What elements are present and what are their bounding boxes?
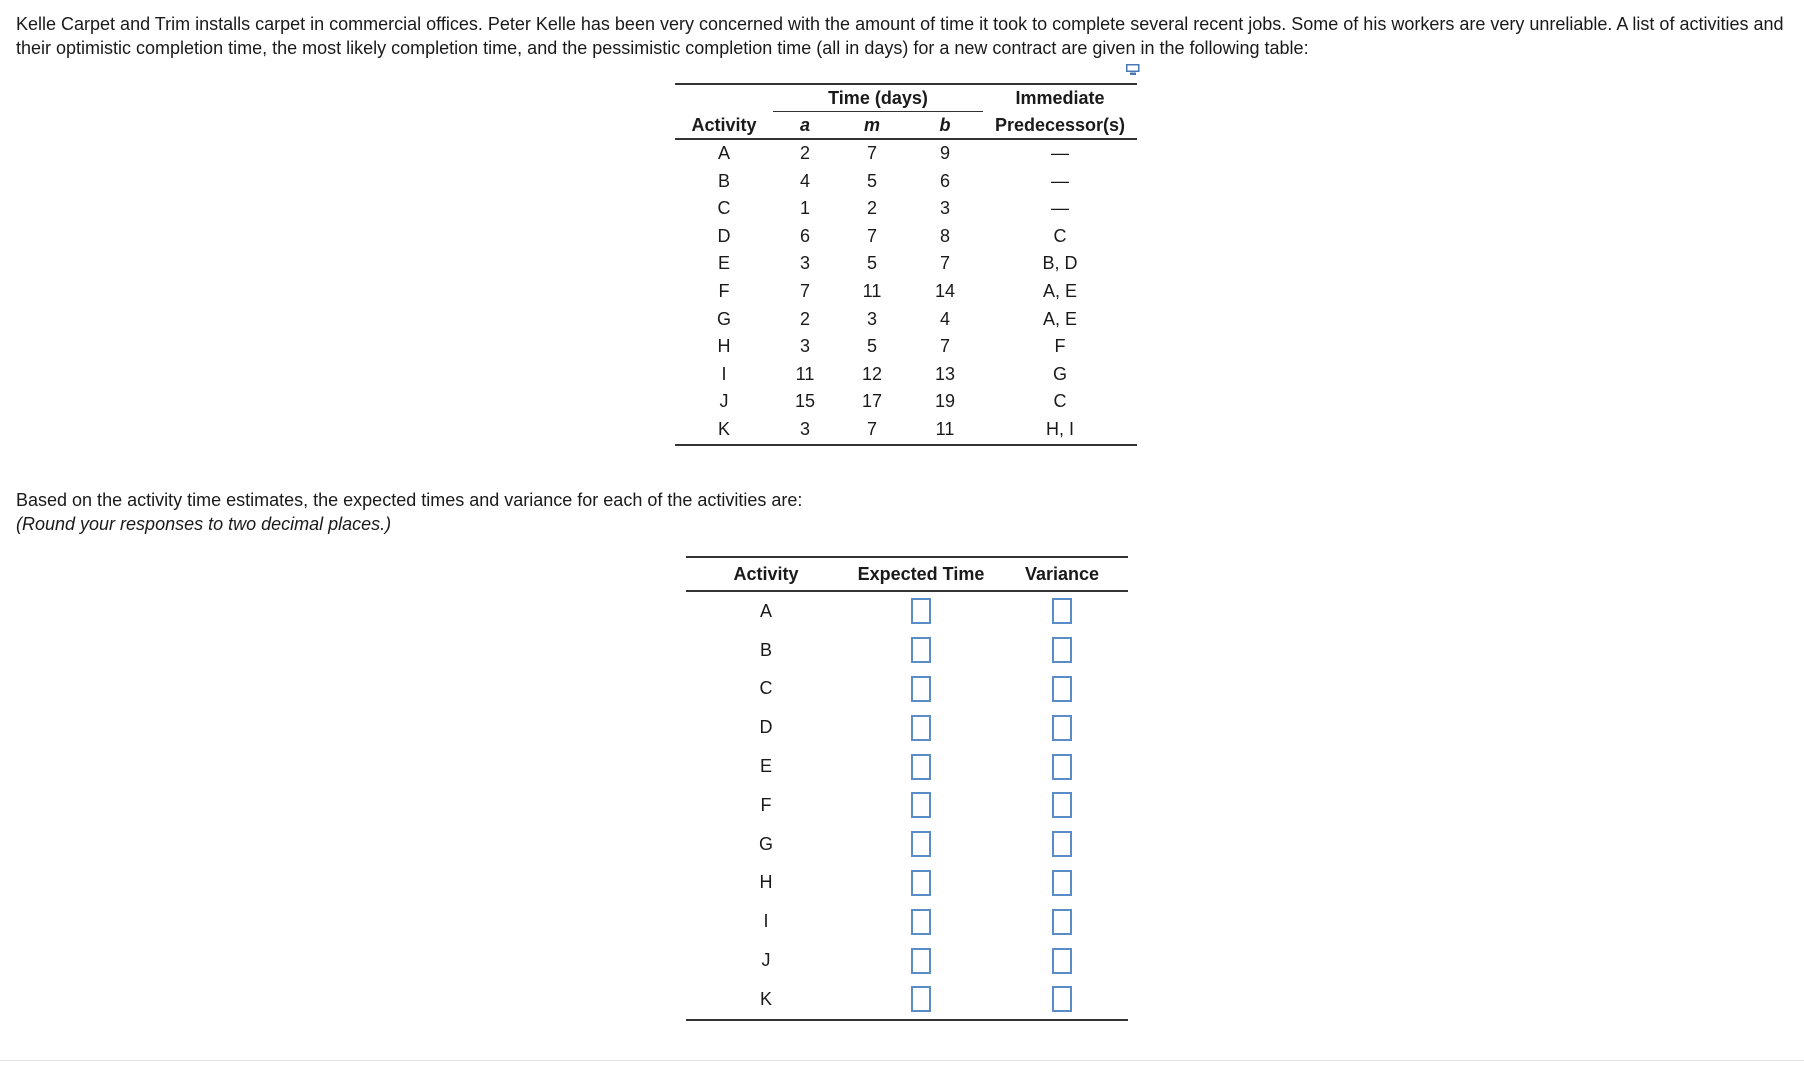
most-likely-cell: 5 xyxy=(866,253,877,274)
optimistic-cell: 11 xyxy=(795,363,815,384)
table-row xyxy=(675,306,1137,334)
variance-input[interactable] xyxy=(1052,715,1072,741)
activity-cell: G xyxy=(758,833,773,854)
predecessor-cell: H, I xyxy=(983,416,1137,445)
copy-data-icon[interactable] xyxy=(1126,64,1140,76)
footer-divider xyxy=(0,1060,1804,1061)
activity-cell: K xyxy=(675,416,773,445)
problem-statement: Kelle Carpet and Trim installs carpet in commercial offices. Peter Kelle has been very concerned with the amount of time it took to complete several recent jobs. Some of his workers are very unreliable. A list of activities and their optimistic completion time, the most likely completion time, and the pessimistic completion time (all in days) for a new contract are given in the following table: xyxy=(16,14,1784,58)
optimistic-cell: 4 xyxy=(799,170,810,191)
expected-time-input[interactable] xyxy=(911,754,931,780)
variance-cell xyxy=(996,825,1128,864)
expected-time-input[interactable] xyxy=(911,676,931,702)
table-row xyxy=(675,223,1137,251)
activity-cell: I xyxy=(763,911,769,932)
variance-cell xyxy=(996,631,1128,670)
most-likely-cell: 2 xyxy=(866,198,877,219)
activity-cell: K xyxy=(686,980,846,1020)
activity-cell: A xyxy=(717,143,730,163)
table-row xyxy=(686,864,1128,903)
activity-time-table xyxy=(675,83,1137,446)
expected-time-input[interactable] xyxy=(911,948,931,974)
variance-cell xyxy=(996,941,1128,980)
activity-cell: C xyxy=(717,198,731,219)
expected-time-input[interactable] xyxy=(911,909,931,935)
activity-cell: H xyxy=(717,336,731,357)
optimistic-cell: 2 xyxy=(799,143,810,163)
expected-time-input[interactable] xyxy=(911,792,931,818)
pessimistic-cell: 3 xyxy=(939,198,950,219)
variance-cell xyxy=(996,902,1128,941)
prompt-text: Based on the activity time estimates, the expected times and variance for each of the activities are: xyxy=(16,490,803,510)
optimistic-cell: 6 xyxy=(799,225,810,246)
activity-cell: E xyxy=(759,756,772,777)
table-row xyxy=(675,416,1137,445)
activity-cell: A xyxy=(759,600,772,621)
activity-cell: F xyxy=(760,794,772,815)
expected-time-cell xyxy=(846,670,996,709)
expected-time-input[interactable] xyxy=(911,598,931,624)
optimistic-cell: 7 xyxy=(799,280,810,301)
pessimistic-cell: 8 xyxy=(939,225,950,246)
pessimistic-cell: 6 xyxy=(939,170,950,191)
table-row xyxy=(675,250,1137,278)
most-likely-cell: 3 xyxy=(866,308,877,329)
activity-header: Activity xyxy=(675,112,773,140)
most-likely-cell: 12 xyxy=(861,363,883,384)
variance-cell xyxy=(996,708,1128,747)
optimistic-cell: 3 xyxy=(773,416,837,445)
pessimistic-cell: 7 xyxy=(939,253,950,274)
expected-time-cell xyxy=(846,708,996,747)
expected-time-input[interactable] xyxy=(911,831,931,857)
pessimistic-cell: 11 xyxy=(907,416,983,445)
optimistic-cell: 3 xyxy=(799,336,810,357)
variance-input[interactable] xyxy=(1052,948,1072,974)
activity-cell: F xyxy=(718,280,730,301)
variance-input[interactable] xyxy=(1052,676,1072,702)
expected-time-cell xyxy=(846,941,996,980)
optimistic-cell: 3 xyxy=(799,253,810,274)
predecessor-cell: B, D xyxy=(1042,253,1078,274)
predecessor-cell: A, E xyxy=(1042,308,1077,329)
optimistic-cell: 2 xyxy=(799,308,810,329)
most-likely-header: m xyxy=(837,112,907,140)
table-row xyxy=(675,361,1137,389)
table-row xyxy=(686,631,1128,670)
pessimistic-cell: 19 xyxy=(934,391,956,412)
predecessor-header-line1: Immediate xyxy=(983,84,1137,112)
expected-time-input[interactable] xyxy=(911,637,931,663)
most-likely-cell: 5 xyxy=(866,170,877,191)
activity-cell: J xyxy=(719,391,729,412)
activity-cell: B xyxy=(759,639,772,660)
variance-input[interactable] xyxy=(1052,598,1072,624)
table-row xyxy=(675,139,1137,168)
table-row xyxy=(675,168,1137,196)
variance-input[interactable] xyxy=(1052,870,1072,896)
optimistic-cell: 1 xyxy=(799,198,810,219)
variance-cell xyxy=(996,786,1128,825)
table-row xyxy=(675,333,1137,361)
predecessor-cell: F xyxy=(1054,336,1066,357)
table-row xyxy=(686,708,1128,747)
expected-time-cell xyxy=(846,864,996,903)
activity-cell: H xyxy=(759,872,773,893)
expected-time-header: Expected Time xyxy=(846,557,996,591)
activity-cell: D xyxy=(717,225,731,246)
table-row xyxy=(686,980,1128,1020)
predecessor-header-line2: Predecessor(s) xyxy=(983,112,1137,140)
variance-input[interactable] xyxy=(1052,986,1072,1012)
pessimistic-cell: 9 xyxy=(939,143,950,163)
most-likely-cell: 5 xyxy=(866,336,877,357)
table-row xyxy=(686,941,1128,980)
pessimistic-cell: 7 xyxy=(939,336,950,357)
instructions xyxy=(16,488,802,536)
table-row xyxy=(686,591,1128,631)
variance-cell xyxy=(996,864,1128,903)
activity-cell: B xyxy=(717,170,730,191)
pessimistic-cell: 4 xyxy=(939,308,950,329)
optimistic-cell: 15 xyxy=(794,391,816,412)
most-likely-cell: 7 xyxy=(866,143,877,163)
predecessor-cell: C xyxy=(1053,225,1067,246)
predecessor-cell: — xyxy=(1051,170,1069,191)
variance-input[interactable] xyxy=(1052,792,1072,818)
table-row xyxy=(686,902,1128,941)
activity-cell: C xyxy=(759,678,773,699)
predecessor-cell: C xyxy=(1053,391,1067,412)
table-row xyxy=(686,786,1128,825)
pessimistic-cell: 14 xyxy=(934,280,956,301)
pessimistic-cell: 13 xyxy=(934,363,956,384)
activity-header: Activity xyxy=(686,557,846,591)
table-row xyxy=(675,195,1137,223)
spacer-cell xyxy=(675,84,773,112)
variance-cell xyxy=(996,591,1128,631)
expected-time-cell xyxy=(846,825,996,864)
activity-cell: E xyxy=(717,253,730,274)
variance-input[interactable] xyxy=(1052,637,1072,663)
pessimistic-header: b xyxy=(907,112,983,140)
expected-time-cell xyxy=(846,980,996,1020)
table-row xyxy=(686,825,1128,864)
variance-cell xyxy=(996,670,1128,709)
most-likely-cell: 7 xyxy=(866,225,877,246)
most-likely-cell: 17 xyxy=(861,391,883,412)
expected-time-cell xyxy=(846,902,996,941)
expected-time-cell xyxy=(846,631,996,670)
activity-cell: D xyxy=(759,717,773,738)
predecessor-cell: A, E xyxy=(1042,280,1077,301)
expected-time-input[interactable] xyxy=(911,715,931,741)
table-row xyxy=(686,747,1128,786)
optimistic-header: a xyxy=(773,112,837,140)
expected-time-cell xyxy=(846,747,996,786)
activity-cell: I xyxy=(721,363,727,384)
rounding-note: (Round your responses to two decimal places.) xyxy=(16,514,392,534)
expected-time-input[interactable] xyxy=(911,870,931,896)
variance-cell xyxy=(996,747,1128,786)
most-likely-cell: 7 xyxy=(837,416,907,445)
predecessor-cell: G xyxy=(1052,363,1067,384)
table-row xyxy=(675,278,1137,306)
predecessor-cell: — xyxy=(1051,143,1069,163)
predecessor-cell: — xyxy=(1051,198,1069,219)
table-row xyxy=(675,388,1137,416)
expected-time-variance-table xyxy=(686,556,1128,1021)
expected-time-input[interactable] xyxy=(911,986,931,1012)
activity-cell: G xyxy=(716,308,731,329)
time-days-header: Time (days) xyxy=(773,84,983,112)
variance-input[interactable] xyxy=(1052,831,1072,857)
table-row xyxy=(686,670,1128,709)
most-likely-cell: 11 xyxy=(862,280,882,301)
variance-input[interactable] xyxy=(1052,909,1072,935)
variance-cell xyxy=(996,980,1128,1020)
expected-time-cell xyxy=(846,786,996,825)
variance-header: Variance xyxy=(996,557,1128,591)
variance-input[interactable] xyxy=(1052,754,1072,780)
expected-time-cell xyxy=(846,591,996,631)
activity-cell: J xyxy=(761,950,771,971)
